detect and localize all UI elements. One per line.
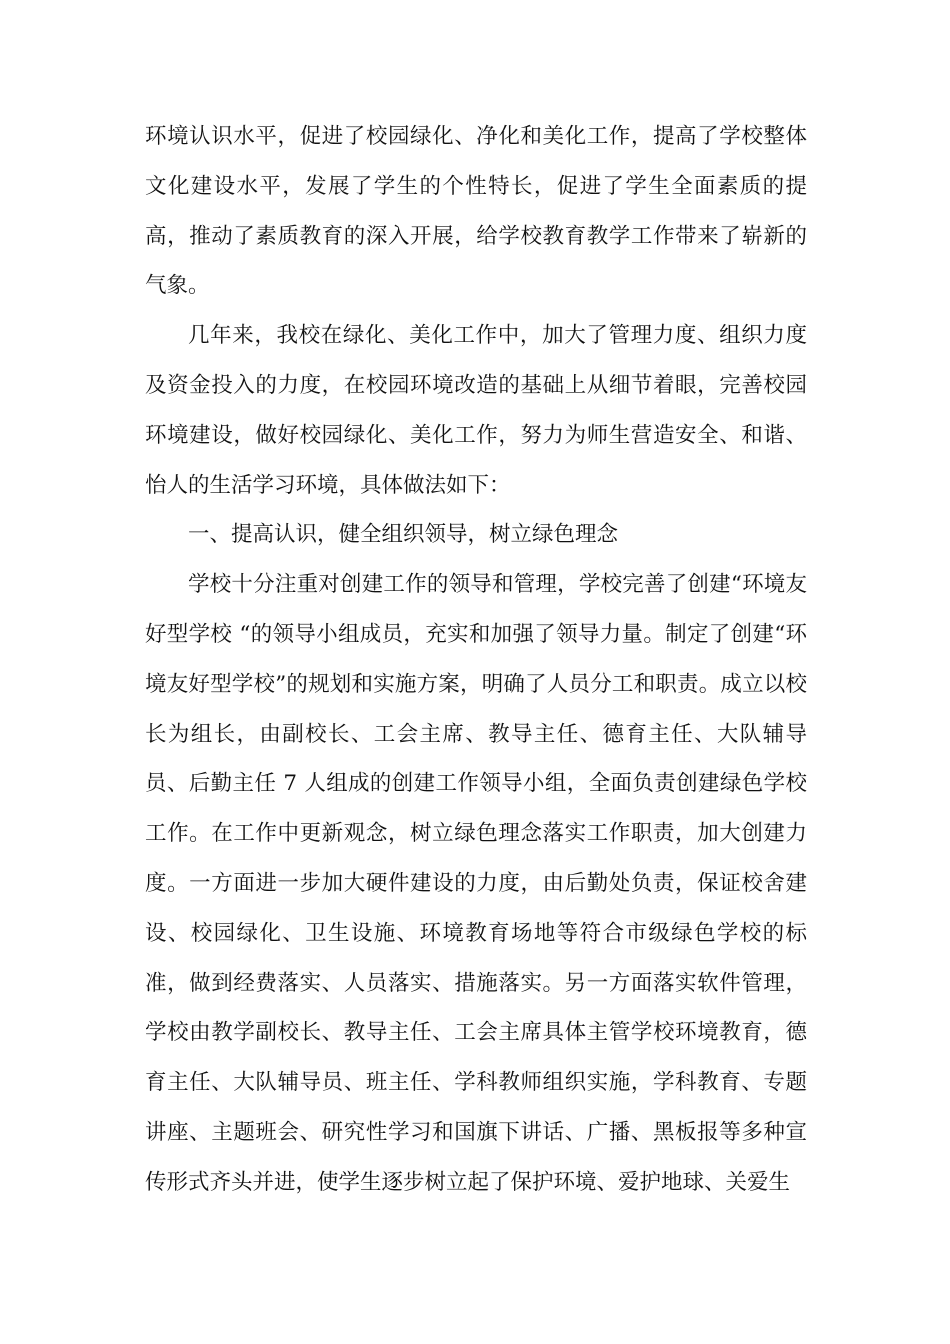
paragraph-section-body: 学校十分注重对创建工作的领导和管理，学校完善了创建“环境友好型学校 “的领导小组成员，充实和加强了领导力量。制定了创建“环境友好型学校”的规划和实施方案，明确了人员分工和职责。成立以校长为组长，由副校长、工会主席、教导主任、德育主任、大队辅导员、后勤主任 7 人组成的创建工作领导小组，全面负责创建绿色学校工作。在工作中更新观念，树立绿色理念落实工作职责，加大创建力度。一方面进一步加大硬件建设的力度，由后勤处负责，保证校舍建设、校园绿化、卫生设施、环境教育场地等符合市级绿色学校的标准，做到经费落实、人员落实、措施落实。另一方面落实软件管理，学校由教学副校长、教导主任、工会主席具体主管学校环境教育，德育主任、大队辅导员、班主任、学科教师组织实施，学科教育、专题讲座、主题班会、研究性学习和国旗下讲话、广播、黑板报等多种宣传形式齐头并进，使学生逐步树立起了保护环境、爱护地球、关爱生 xyxy=(145,572,807,1195)
paragraph-continuation: 环境认识水平，促进了校园绿化、净化和美化工作，提高了学校整体文化建设水平，发展了学生的个性特长，促进了学生全面素质的提高，推动了素质教育的深入开展，给学校教育教学工作带来了崭新的气象。 xyxy=(145,124,807,299)
section-heading: 一、提高认识，健全组织领导，树立绿色理念 xyxy=(188,522,619,548)
document-body xyxy=(145,112,807,1208)
paragraph-intro: 几年来，我校在绿化、美化工作中，加大了管理力度、组织力度及资金投入的力度，在校园环境改造的基础上从细节着眼，完善校园环境建设，做好校园绿化、美化工作，努力为师生营造安全、和谐、怡人的生活学习环境，具体做法如下： xyxy=(145,323,807,498)
